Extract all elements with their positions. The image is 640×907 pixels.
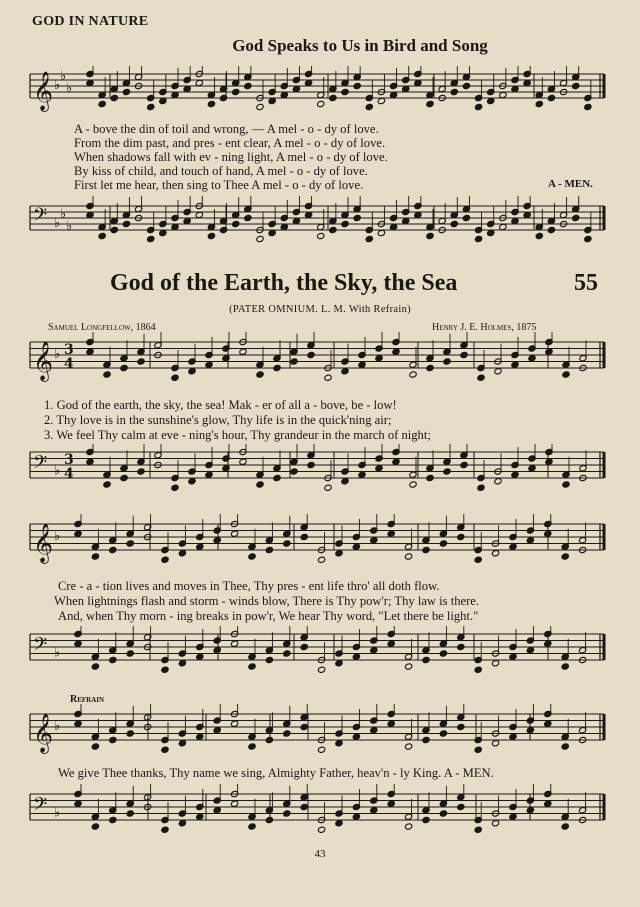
notehead: [126, 730, 134, 737]
notehead: [231, 530, 239, 537]
notehead: [492, 550, 500, 557]
notehead: [562, 371, 570, 378]
notehead: [74, 800, 82, 807]
notehead: [405, 663, 413, 670]
notehead: [265, 816, 273, 823]
notehead: [171, 374, 179, 381]
notehead: [161, 746, 169, 753]
notehead: [584, 235, 592, 242]
notehead: [219, 226, 227, 233]
hymn2-s1-verse-3: 3. We feel Thy calm at eve - ning's hour, Thy grandeur in the march of night;: [44, 428, 431, 442]
notehead: [126, 650, 134, 657]
notehead: [509, 653, 517, 660]
notehead: [219, 94, 227, 101]
notehead: [213, 647, 221, 654]
notehead: [358, 361, 366, 368]
notehead: [324, 484, 332, 491]
notehead: [196, 543, 204, 550]
notehead: [450, 88, 458, 95]
notehead: [205, 361, 213, 368]
notehead: [318, 666, 326, 673]
notehead: [283, 650, 291, 657]
notehead: [109, 816, 117, 823]
notehead: [341, 368, 349, 375]
notehead: [74, 720, 82, 727]
notehead: [457, 723, 465, 730]
notehead: [273, 474, 281, 481]
notehead: [256, 103, 264, 110]
treble-clef-icon: 𝄞: [33, 341, 54, 381]
notehead: [109, 546, 117, 553]
notehead: [353, 82, 361, 89]
notehead: [477, 374, 485, 381]
notehead: [318, 826, 326, 833]
hymn1-amen: A - MEN.: [548, 178, 593, 190]
notehead: [109, 656, 117, 663]
notehead: [341, 88, 349, 95]
hymn1-verse-4: By kiss of child, and touch of hand, A mel - o - dy of love.: [74, 164, 368, 178]
notehead: [509, 733, 517, 740]
notehead: [462, 214, 470, 221]
notehead: [352, 543, 360, 550]
notehead: [477, 484, 485, 491]
flat-icon: ♭: [60, 69, 67, 84]
notehead: [110, 226, 118, 233]
time-signature-top: 3: [64, 342, 74, 358]
hymn1-bass-staff: [0, 196, 640, 256]
notehead: [526, 647, 534, 654]
notehead: [256, 235, 264, 242]
notehead: [353, 214, 361, 221]
notehead: [213, 727, 221, 734]
notehead: [126, 540, 134, 547]
flat-icon: ♭: [54, 78, 61, 93]
notehead: [387, 800, 395, 807]
composer-credit: Henry J. E. Holmes, 1875: [432, 322, 537, 333]
flat-icon: ♭: [54, 216, 61, 231]
hymn1-title: God Speaks to Us in Bird and Song: [232, 36, 488, 55]
hymn2-system2-treble-staff: [0, 514, 640, 576]
notehead: [239, 458, 247, 465]
notehead: [307, 351, 315, 358]
notehead: [178, 740, 186, 747]
notehead: [161, 666, 169, 673]
notehead: [137, 468, 145, 475]
bass-clef-icon: 𝄢: [33, 452, 48, 478]
notehead: [231, 640, 239, 647]
tune-info: (PATER OMNIUM. L. M. With Refrain): [229, 304, 411, 315]
notehead: [248, 743, 256, 750]
notehead: [544, 800, 552, 807]
author-credit: Samuel Longfellow, 1864: [48, 322, 156, 333]
notehead: [535, 232, 543, 239]
notehead: [196, 653, 204, 660]
notehead: [231, 800, 239, 807]
notehead: [213, 537, 221, 544]
notehead: [526, 807, 534, 814]
notehead: [178, 820, 186, 827]
notehead: [572, 214, 580, 221]
notehead: [426, 232, 434, 239]
time-signature-bottom: 4: [64, 356, 74, 372]
refrain-bass-staff: [0, 784, 640, 844]
notehead: [370, 647, 378, 654]
notehead: [103, 481, 111, 488]
hymn1-treble-staff: [0, 66, 640, 126]
notehead: [335, 660, 343, 667]
treble-clef-icon: 𝄞: [33, 523, 54, 563]
notehead: [91, 743, 99, 750]
hymn2-s2-verse-2: When lightnings flash and storm - winds blow, There is Thy pow'r; Thy law is there.: [54, 594, 480, 608]
notehead: [318, 556, 326, 563]
notehead: [256, 371, 264, 378]
notehead: [239, 348, 247, 355]
notehead: [244, 82, 252, 89]
notehead: [460, 461, 468, 468]
notehead: [122, 220, 130, 227]
notehead: [196, 733, 204, 740]
notehead: [561, 743, 569, 750]
notehead: [317, 232, 325, 239]
notehead: [439, 650, 447, 657]
hymn2-s2-verse-1: Cre - a - tion lives and moves in Thee, Thy pres - ent life thro' all doth flow.: [58, 579, 440, 593]
notehead: [273, 364, 281, 371]
notehead: [120, 364, 128, 371]
notehead: [462, 82, 470, 89]
notehead: [405, 823, 413, 830]
notehead: [248, 823, 256, 830]
notehead: [544, 530, 552, 537]
notehead: [547, 226, 555, 233]
notehead: [492, 820, 500, 827]
treble-clef-icon: 𝄞: [33, 71, 54, 111]
notehead: [290, 358, 298, 365]
hymn1-verse-5: First let me hear, then sing to Thee A mel - o - dy of love.: [74, 178, 364, 192]
notehead: [509, 813, 517, 820]
notehead: [329, 94, 337, 101]
notehead: [283, 810, 291, 817]
notehead: [547, 94, 555, 101]
notehead: [460, 351, 468, 358]
notehead: [562, 481, 570, 488]
notehead: [91, 553, 99, 560]
notehead: [443, 358, 451, 365]
notehead: [457, 533, 465, 540]
notehead: [422, 816, 430, 823]
hymn2-system2-bass-staff: [0, 626, 640, 684]
notehead: [207, 100, 215, 107]
flat-icon: ♭: [54, 529, 61, 544]
notehead: [256, 481, 264, 488]
hymn2-title: God of the Earth, the Sky, the Sea: [110, 270, 458, 296]
flat-icon: ♭: [54, 347, 61, 362]
notehead: [561, 823, 569, 830]
notehead: [171, 484, 179, 491]
notehead: [161, 556, 169, 563]
notehead: [318, 746, 326, 753]
notehead: [188, 368, 196, 375]
notehead: [392, 458, 400, 465]
notehead: [426, 100, 434, 107]
notehead: [178, 550, 186, 557]
notehead: [300, 533, 308, 540]
refrain-treble-staff: [0, 704, 640, 764]
hymn2-s1-verse-1: 1. God of the earth, the sky, the sea! Mak - er of all a - bove, be - low!: [44, 398, 397, 412]
notehead: [494, 368, 502, 375]
notehead: [335, 820, 343, 827]
notehead: [492, 740, 500, 747]
hymn1-verse-3: When shadows fall with ev - ning light, A mel - o - dy of love.: [74, 150, 388, 164]
section-label: GOD IN NATURE: [32, 14, 149, 29]
notehead: [572, 82, 580, 89]
hymn2-system1-bass-staff: [0, 444, 640, 500]
notehead: [283, 730, 291, 737]
notehead: [387, 530, 395, 537]
notehead: [561, 553, 569, 560]
hymn-number: 55: [574, 270, 598, 296]
notehead: [439, 810, 447, 817]
notehead: [205, 471, 213, 478]
notehead: [474, 556, 482, 563]
notehead: [231, 720, 239, 727]
notehead: [528, 355, 536, 362]
bass-clef-icon: 𝄢: [33, 205, 48, 230]
notehead: [248, 663, 256, 670]
notehead: [422, 656, 430, 663]
notehead: [375, 355, 383, 362]
notehead: [387, 720, 395, 727]
notehead: [422, 736, 430, 743]
notehead: [511, 471, 519, 478]
notehead: [196, 813, 204, 820]
notehead: [126, 810, 134, 817]
notehead: [265, 546, 273, 553]
notehead: [409, 481, 417, 488]
hymn2-s1-verse-2: 2. Thy love is in the sunshine's glow, Thy life is in the quick'ning air;: [44, 413, 392, 427]
notehead: [188, 478, 196, 485]
notehead: [544, 640, 552, 647]
notehead: [283, 540, 291, 547]
notehead: [584, 103, 592, 110]
notehead: [511, 361, 519, 368]
notehead: [222, 355, 230, 362]
notehead: [365, 235, 373, 242]
notehead: [443, 468, 451, 475]
notehead: [300, 723, 308, 730]
notehead: [103, 371, 111, 378]
notehead: [474, 235, 482, 242]
notehead: [341, 220, 349, 227]
notehead: [248, 553, 256, 560]
notehead: [329, 226, 337, 233]
notehead: [147, 103, 155, 110]
hymn1-verse-2: From the dim past, and pres - ent clear, A mel - o - dy of love.: [74, 136, 386, 150]
notehead: [474, 746, 482, 753]
notehead: [474, 666, 482, 673]
notehead: [161, 826, 169, 833]
notehead: [494, 478, 502, 485]
notehead: [405, 743, 413, 750]
notehead: [457, 803, 465, 810]
notehead: [426, 474, 434, 481]
notehead: [370, 537, 378, 544]
notehead: [450, 220, 458, 227]
notehead: [526, 727, 534, 734]
time-signature-top: 3: [64, 452, 74, 468]
notehead: [341, 478, 349, 485]
notehead: [265, 736, 273, 743]
notehead: [98, 100, 106, 107]
notehead: [439, 730, 447, 737]
notehead: [213, 807, 221, 814]
notehead: [358, 471, 366, 478]
notehead: [392, 348, 400, 355]
notehead: [232, 88, 240, 95]
notehead: [290, 468, 298, 475]
notehead: [405, 553, 413, 560]
notehead: [86, 458, 94, 465]
notehead: [422, 546, 430, 553]
notehead: [352, 733, 360, 740]
notehead: [509, 543, 517, 550]
notehead: [307, 461, 315, 468]
notehead: [74, 530, 82, 537]
notehead: [324, 374, 332, 381]
flat-icon: ♭: [54, 463, 61, 479]
notehead: [232, 220, 240, 227]
notehead: [91, 823, 99, 830]
notehead: [439, 540, 447, 547]
notehead: [91, 663, 99, 670]
notehead: [98, 232, 106, 239]
notehead: [74, 640, 82, 647]
notehead: [426, 364, 434, 371]
notehead: [526, 537, 534, 544]
notehead: [120, 474, 128, 481]
notehead: [352, 653, 360, 660]
notehead: [535, 100, 543, 107]
notehead: [365, 103, 373, 110]
hymn2-system1-treble-staff: [0, 332, 640, 398]
treble-clef-icon: 𝄞: [33, 713, 54, 753]
flat-icon: ♭: [54, 719, 61, 734]
flat-icon: ♭: [60, 207, 67, 222]
time-signature-bottom: 4: [64, 466, 74, 482]
notehead: [265, 656, 273, 663]
notehead: [474, 826, 482, 833]
notehead: [544, 720, 552, 727]
notehead: [409, 371, 417, 378]
notehead: [528, 465, 536, 472]
hymn2-s2-verse-3: And, when Thy morn - ing breaks in pow'r, We hear Thy word, "Let there be light.": [58, 609, 479, 623]
notehead: [109, 736, 117, 743]
notehead: [178, 660, 186, 667]
notehead: [335, 550, 343, 557]
bass-clef-icon: 𝄢: [33, 794, 48, 820]
notehead: [370, 727, 378, 734]
notehead: [492, 660, 500, 667]
bass-clef-icon: 𝄢: [33, 634, 48, 660]
notehead: [375, 465, 383, 472]
notehead: [457, 643, 465, 650]
notehead: [222, 465, 230, 472]
notehead: [317, 100, 325, 107]
notehead: [545, 348, 553, 355]
notehead: [137, 358, 145, 365]
notehead: [122, 88, 130, 95]
notehead: [244, 214, 252, 221]
notehead: [207, 232, 215, 239]
page-number: 43: [314, 848, 326, 860]
notehead: [147, 235, 155, 242]
flat-icon: ♭: [54, 645, 61, 661]
notehead: [352, 813, 360, 820]
hymn1-verse-1: A - bove the din of toil and wrong, — A mel - o - dy of love.: [74, 122, 379, 136]
flat-icon: ♭: [66, 81, 73, 96]
notehead: [387, 640, 395, 647]
notehead: [370, 807, 378, 814]
flat-icon: ♭: [66, 219, 73, 234]
notehead: [335, 740, 343, 747]
refrain-label: Refrain: [70, 694, 105, 705]
notehead: [86, 348, 94, 355]
notehead: [300, 803, 308, 810]
notehead: [474, 103, 482, 110]
notehead: [110, 94, 118, 101]
notehead: [545, 458, 553, 465]
flat-icon: ♭: [54, 805, 61, 821]
notehead: [300, 643, 308, 650]
refrain-lyrics: We give Thee thanks, Thy name we sing, Almighty Father, heav'n - ly King. A - MEN.: [58, 766, 494, 780]
notehead: [561, 663, 569, 670]
